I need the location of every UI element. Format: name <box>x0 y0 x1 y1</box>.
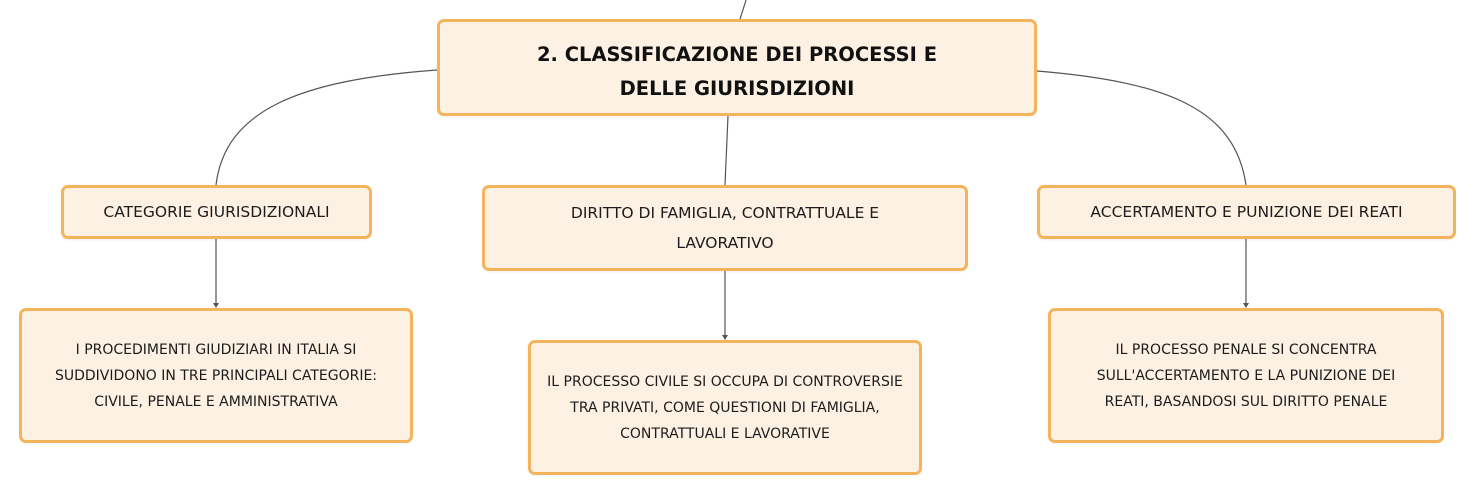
topic-label: ACCERTAMENTO E PUNIZIONE DEI REATI <box>1090 203 1403 221</box>
topic-label: DIRITTO DI FAMIGLIA, CONTRATTUALE E LAVORATIVO <box>570 204 880 252</box>
topic-label: CATEGORIE GIURISDIZIONALI <box>103 203 330 221</box>
topic-categorie-giurisdizionali[interactable] <box>61 185 372 239</box>
connector-root-to-categorie <box>216 70 437 185</box>
subtopic-processo-penale[interactable] <box>1048 308 1444 443</box>
subtopic-processo-civile[interactable] <box>528 340 922 475</box>
topic-accertamento-e-punizione[interactable] <box>1037 185 1456 239</box>
root-topic[interactable] <box>437 19 1037 116</box>
connector-parent-to-root <box>740 0 746 19</box>
subtopic-procedimenti-giudiziari[interactable] <box>19 308 413 443</box>
subtopic-text: I PROCEDIMENTI GIUDIZIARI IN ITALIA SI SUDDIVIDONO IN TRE PRINCIPALI CATEGORIE: CIVILE, PENALE E AMMINISTRATIVA <box>54 341 378 410</box>
connector-root-to-accertamento <box>1037 71 1246 185</box>
root-topic-title: 2. CLASSIFICAZIONE DEI PROCESSI E DELLE GIURISDIZIONI <box>536 42 938 100</box>
connector-root-to-diritto <box>725 116 728 185</box>
topic-diritto-di-famiglia[interactable] <box>482 185 968 271</box>
subtopic-text: IL PROCESSO PENALE SI CONCENTRA SULL'ACCERTAMENTO E LA PUNIZIONE DEI REATI, BASANDOSI SUL DIRITTO PENALE <box>1096 341 1396 410</box>
subtopic-text: IL PROCESSO CIVILE SI OCCUPA DI CONTROVERSIE TRA PRIVATI, COME QUESTIONI DI FAMIGLIA, CONTRATTUALI E LAVORATIVE <box>547 373 903 442</box>
